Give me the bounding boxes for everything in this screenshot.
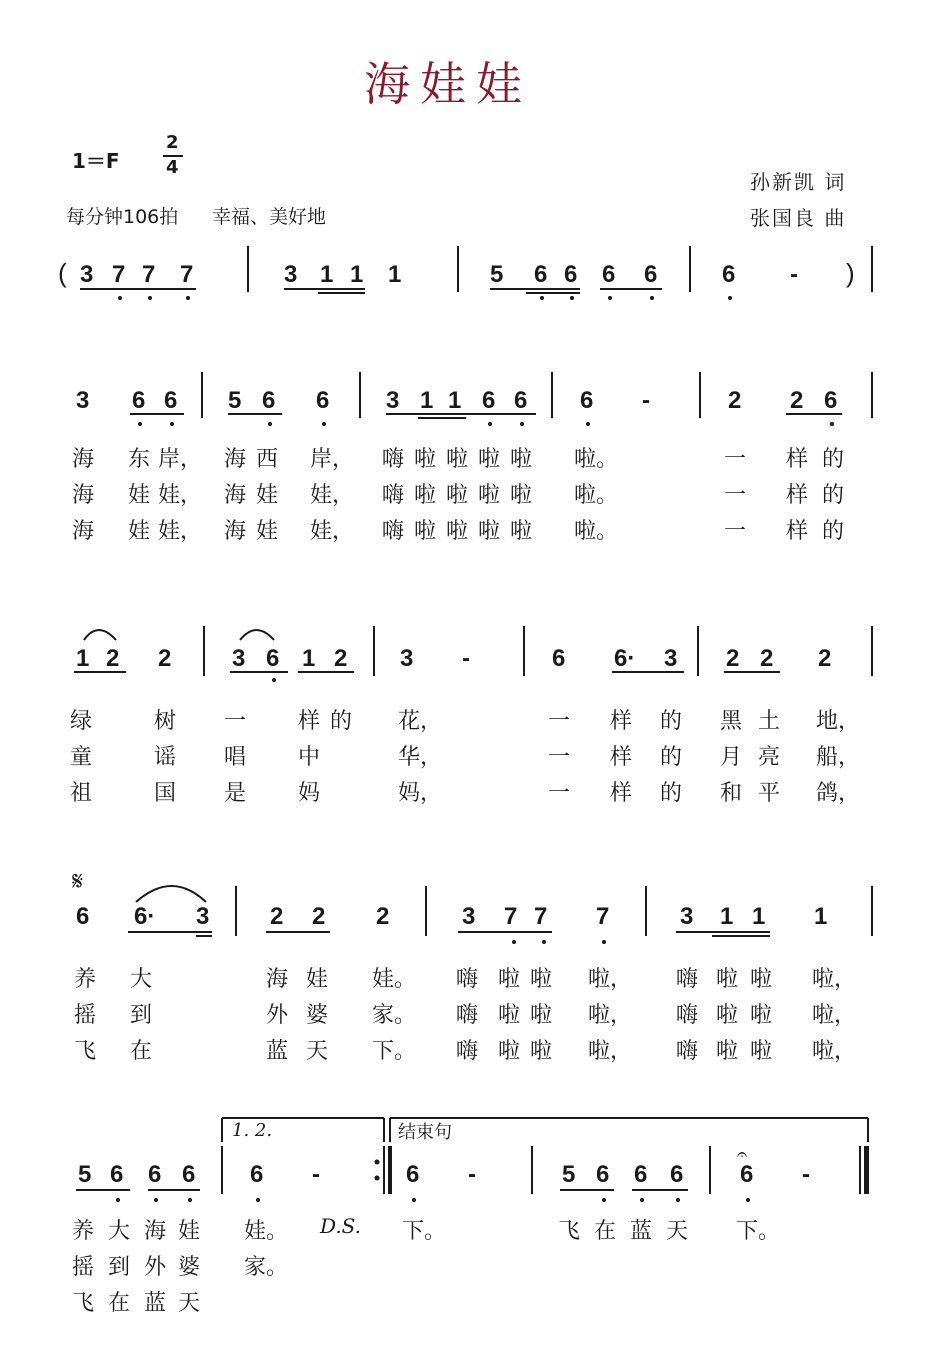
- note: 2: [818, 645, 832, 672]
- dash: -: [468, 1161, 476, 1188]
- lyric: 摇: [72, 1255, 95, 1280]
- lyric: 啦: [510, 519, 533, 544]
- lyric: 嗨: [676, 1003, 699, 1028]
- low-octave-dot: [676, 1198, 680, 1202]
- lyric: 海: [266, 967, 289, 992]
- lyric: 啦: [510, 447, 533, 472]
- note: 3: [386, 387, 400, 414]
- lyric: 外: [266, 1003, 289, 1028]
- lyric: 蓝: [144, 1291, 167, 1316]
- lyric: 鸽，: [816, 781, 861, 806]
- lyric: 娃。: [372, 967, 417, 992]
- lyric: 中: [298, 745, 321, 770]
- lyric: 到: [108, 1255, 131, 1280]
- time-signature-top: 2: [166, 132, 179, 153]
- low-octave-dot: [830, 422, 834, 426]
- note: 6: [110, 1161, 124, 1188]
- note: 6: [534, 261, 548, 288]
- low-octave-dot: [154, 1198, 158, 1202]
- lyric: 嗨: [382, 519, 405, 544]
- lyric: 岸，: [158, 447, 203, 472]
- volta-first-ending-label: 1. 2.: [232, 1120, 273, 1141]
- lyric: 啦: [750, 967, 773, 992]
- note: 6: [164, 387, 178, 414]
- lyric: 蓝: [266, 1039, 289, 1064]
- lyric: 地，: [816, 709, 861, 734]
- lyric: 谣: [154, 745, 177, 770]
- lyric: 在: [108, 1291, 131, 1316]
- lyric: 花，: [398, 709, 443, 734]
- dash: -: [462, 645, 470, 672]
- lyric: 是: [224, 781, 247, 806]
- lyric: 一: [548, 709, 571, 734]
- lyric: 娃: [256, 483, 279, 508]
- lyric: 嗨: [676, 1039, 699, 1064]
- note: 6: [482, 387, 496, 414]
- low-octave-dot: [728, 296, 732, 300]
- lyric: 啦，: [588, 1003, 633, 1028]
- lyric: 娃。: [244, 1219, 289, 1244]
- note: 5: [562, 1161, 576, 1188]
- low-octave-dot: [542, 940, 546, 944]
- lyric: 啦，: [588, 1039, 633, 1064]
- lyric: 嗨: [456, 1039, 479, 1064]
- note: 2: [312, 903, 326, 930]
- lyric: 下。: [372, 1039, 417, 1064]
- lyric: 啦: [530, 1039, 553, 1064]
- low-octave-dot: [268, 422, 272, 426]
- lyric: 啦: [750, 1003, 773, 1028]
- lyric: 华，: [398, 745, 443, 770]
- note: 2: [728, 387, 742, 414]
- lyric: 飞: [558, 1219, 581, 1244]
- note: 1: [388, 261, 402, 288]
- dash: -: [312, 1161, 320, 1188]
- low-octave-dot: [540, 296, 544, 300]
- lyric: 下。: [402, 1219, 447, 1244]
- note: 6: [132, 387, 146, 414]
- lyric: 的: [822, 519, 845, 544]
- lyric: 样: [298, 709, 321, 734]
- note: 1: [420, 387, 434, 414]
- note: 6: [644, 261, 658, 288]
- song-title: 海娃娃: [364, 57, 532, 111]
- lyric: 啦，: [812, 967, 857, 992]
- lyric: 童: [70, 745, 93, 770]
- lyric: 嗨: [382, 483, 405, 508]
- lyric: 在: [594, 1219, 617, 1244]
- note: 6: [824, 387, 838, 414]
- lyric: 啦，: [812, 1039, 857, 1064]
- low-octave-dot: [412, 1198, 416, 1202]
- note: 3: [680, 903, 694, 930]
- lyric: 的: [822, 483, 845, 508]
- low-octave-dot: [650, 296, 654, 300]
- lyric: 啦: [750, 1039, 773, 1064]
- lyric: 下。: [736, 1219, 781, 1244]
- low-octave-dot: [512, 940, 516, 944]
- note: 2: [270, 903, 284, 930]
- lyric: 一: [724, 519, 747, 544]
- low-octave-dot: [488, 422, 492, 426]
- low-octave-dot: [256, 1198, 260, 1202]
- note: 6: [602, 261, 616, 288]
- lyric: 天: [306, 1039, 329, 1064]
- note: 3: [400, 645, 414, 672]
- close-paren: ): [846, 258, 855, 288]
- lyric: 样: [610, 745, 633, 770]
- lyric: 妈: [298, 781, 321, 806]
- time-signature-bottom: 4: [166, 157, 179, 178]
- lyric: 啦。: [574, 447, 619, 472]
- lyric: 啦: [716, 1039, 739, 1064]
- lyric: 样: [786, 519, 809, 544]
- lyric: 娃: [256, 519, 279, 544]
- lyric: 一: [548, 745, 571, 770]
- final-barline-thick: [864, 1146, 869, 1194]
- low-octave-dot: [640, 1198, 644, 1202]
- lyric: 大: [108, 1219, 131, 1244]
- lyric: 海: [224, 519, 247, 544]
- lyric: 啦: [446, 519, 469, 544]
- lyric: 一: [724, 447, 747, 472]
- lyric: 啦: [498, 1003, 521, 1028]
- note: 6: [552, 645, 566, 672]
- dal-segno-marking: D.S.: [320, 1214, 362, 1238]
- lyric: 国: [154, 781, 177, 806]
- note: 6: [670, 1161, 684, 1188]
- lyric: 天: [178, 1291, 201, 1316]
- lyric: 啦: [498, 967, 521, 992]
- lyric: 海: [72, 447, 95, 472]
- note: 3: [462, 903, 476, 930]
- lyric: 亮: [758, 745, 781, 770]
- note: 7: [112, 261, 126, 288]
- lyric: 家。: [372, 1003, 417, 1028]
- lyric: 啦。: [574, 519, 619, 544]
- lyric: 绿: [70, 709, 93, 734]
- expression-marking: 幸福、美好地: [212, 206, 327, 228]
- ending-phrase-label: 结束句: [398, 1122, 452, 1143]
- low-octave-dot: [608, 296, 612, 300]
- note: 2: [334, 645, 348, 672]
- note: 3: [76, 387, 90, 414]
- note: 6: [250, 1161, 264, 1188]
- low-octave-dot: [148, 296, 152, 300]
- note: 3: [80, 261, 94, 288]
- low-octave-dot: [520, 422, 524, 426]
- lyric: 土: [758, 709, 781, 734]
- note: 6: [740, 1161, 754, 1188]
- note: 3: [232, 645, 246, 672]
- tempo-marking: 每分钟106拍: [66, 206, 179, 228]
- lyric: 啦: [498, 1039, 521, 1064]
- note: 3: [284, 261, 298, 288]
- note: 1: [302, 645, 316, 672]
- note: 6: [722, 261, 736, 288]
- note: 6: [316, 387, 330, 414]
- lyric: 啦: [478, 447, 501, 472]
- lyric: 月: [720, 745, 743, 770]
- note: 6: [514, 387, 528, 414]
- low-octave-dot: [602, 1198, 606, 1202]
- lyric: 啦: [478, 483, 501, 508]
- lyricist-credit: 孙新凯 词: [750, 170, 847, 194]
- lyric: 啦，: [812, 1003, 857, 1028]
- note: 6·: [134, 903, 156, 930]
- repeat-dot: [375, 1160, 380, 1165]
- note: 5: [78, 1161, 92, 1188]
- lyric: 娃: [306, 967, 329, 992]
- lyric: 飞: [72, 1291, 95, 1316]
- lyric: 大: [130, 967, 153, 992]
- slur: [84, 630, 116, 640]
- composer-credit: 张国良 曲: [750, 206, 847, 230]
- note: 1: [720, 903, 734, 930]
- low-octave-dot: [322, 422, 326, 426]
- lyric: 娃，: [158, 483, 203, 508]
- lyric: 西: [256, 447, 279, 472]
- low-octave-dot: [188, 1198, 192, 1202]
- note: 2: [106, 645, 120, 672]
- note: 6·: [614, 645, 636, 672]
- lyric: 唱: [224, 745, 247, 770]
- note: 6: [262, 387, 276, 414]
- lyric: 啦: [478, 519, 501, 544]
- dash: -: [790, 261, 798, 288]
- slur: [136, 886, 206, 902]
- note: 6: [76, 903, 90, 930]
- note: 1: [448, 387, 462, 414]
- dash: -: [642, 387, 650, 414]
- low-octave-dot: [570, 296, 574, 300]
- low-octave-dot: [586, 422, 590, 426]
- lyric: 嗨: [382, 447, 405, 472]
- note: 3: [664, 645, 678, 672]
- low-octave-dot: [272, 678, 276, 682]
- lyric: 啦: [530, 1003, 553, 1028]
- lyric: 嗨: [456, 967, 479, 992]
- note: 7: [504, 903, 518, 930]
- lyric: 一: [548, 781, 571, 806]
- lyric: 啦: [530, 967, 553, 992]
- note: 2: [760, 645, 774, 672]
- lyric: 啦: [414, 447, 437, 472]
- lyric: 的: [822, 447, 845, 472]
- note: 1: [814, 903, 828, 930]
- lyric: 啦，: [588, 967, 633, 992]
- lyric: 海: [72, 483, 95, 508]
- note: 1: [320, 261, 334, 288]
- lyric: 东: [128, 447, 151, 472]
- lyric: 啦: [510, 483, 533, 508]
- lyric: 啦: [414, 483, 437, 508]
- lyric: 啦: [716, 967, 739, 992]
- lyric: 祖: [70, 781, 93, 806]
- key-signature: 1＝F: [72, 149, 120, 173]
- low-octave-dot: [602, 940, 606, 944]
- note: 1: [76, 645, 90, 672]
- note: 7: [534, 903, 548, 930]
- lyric: 婆: [306, 1003, 329, 1028]
- note: 5: [490, 261, 504, 288]
- lyric: 船，: [816, 745, 861, 770]
- lyric: 啦: [414, 519, 437, 544]
- lyric: 啦: [446, 483, 469, 508]
- lyric: 家。: [244, 1255, 289, 1280]
- lyric: 啦: [446, 447, 469, 472]
- note: 2: [726, 645, 740, 672]
- lyric: 娃: [128, 483, 151, 508]
- low-octave-dot: [116, 1198, 120, 1202]
- lyric: 到: [130, 1003, 153, 1028]
- fermata-icon: 𝄐: [737, 1144, 748, 1165]
- note: 6: [564, 261, 578, 288]
- lyric: 外: [144, 1255, 167, 1280]
- lyric: 样: [786, 483, 809, 508]
- lyric: 蓝: [630, 1219, 653, 1244]
- lyric: 飞: [74, 1039, 97, 1064]
- lyric: 天: [666, 1219, 689, 1244]
- note: 2: [790, 387, 804, 414]
- lyric: 黑: [720, 709, 743, 734]
- lyric: 海: [144, 1219, 167, 1244]
- lyric: 婆: [178, 1255, 201, 1280]
- lyric: 摇: [74, 1003, 97, 1028]
- lyric: 的: [330, 709, 353, 734]
- lyric: 娃，: [158, 519, 203, 544]
- note: 6: [580, 387, 594, 414]
- low-octave-dot: [746, 1198, 750, 1202]
- lyric: 和: [720, 781, 743, 806]
- lyric: 的: [660, 709, 683, 734]
- note: 1: [752, 903, 766, 930]
- lyric: 岸，: [310, 447, 355, 472]
- note: 5: [228, 387, 242, 414]
- note: 6: [406, 1161, 420, 1188]
- lyric: 娃: [178, 1219, 201, 1244]
- lyric: 海: [72, 519, 95, 544]
- lyric: 一: [724, 483, 747, 508]
- note: 2: [158, 645, 172, 672]
- lyric: 的: [660, 745, 683, 770]
- low-octave-dot: [118, 296, 122, 300]
- lyric: 样: [610, 781, 633, 806]
- lyric: 养: [72, 1219, 95, 1244]
- note: 7: [180, 261, 194, 288]
- note: 6: [182, 1161, 196, 1188]
- lyric: 样: [610, 709, 633, 734]
- lyric: 在: [130, 1039, 153, 1064]
- repeat-barline-thick: [388, 1146, 392, 1194]
- lyric: 嗨: [456, 1003, 479, 1028]
- lyric: 的: [660, 781, 683, 806]
- note: 6: [148, 1161, 162, 1188]
- lyric: 养: [74, 967, 97, 992]
- note: 6: [596, 1161, 610, 1188]
- note: 6: [634, 1161, 648, 1188]
- note: 3: [196, 903, 210, 930]
- lyric: 一: [224, 709, 247, 734]
- lyric: 树: [154, 709, 177, 734]
- note: 7: [596, 903, 610, 930]
- dash: -: [802, 1161, 810, 1188]
- lyric: 啦: [716, 1003, 739, 1028]
- lyric: 海: [224, 447, 247, 472]
- lyric: 样: [786, 447, 809, 472]
- note: 6: [266, 645, 280, 672]
- note: 2: [376, 903, 390, 930]
- repeat-dot: [375, 1176, 380, 1181]
- note: 7: [142, 261, 156, 288]
- slur: [240, 630, 274, 640]
- low-octave-dot: [138, 422, 142, 426]
- lyric: 妈，: [398, 781, 443, 806]
- lyric: 平: [758, 781, 781, 806]
- note: 1: [350, 261, 364, 288]
- low-octave-dot: [170, 422, 174, 426]
- lyric: 娃: [128, 519, 151, 544]
- segno-sign: 𝄋: [72, 867, 84, 897]
- lyric: 娃，: [310, 483, 355, 508]
- lyric: 海: [224, 483, 247, 508]
- lyric: 娃，: [310, 519, 355, 544]
- lyric: 啦。: [574, 483, 619, 508]
- open-paren: (: [58, 258, 67, 288]
- low-octave-dot: [186, 296, 190, 300]
- lyric: 嗨: [676, 967, 699, 992]
